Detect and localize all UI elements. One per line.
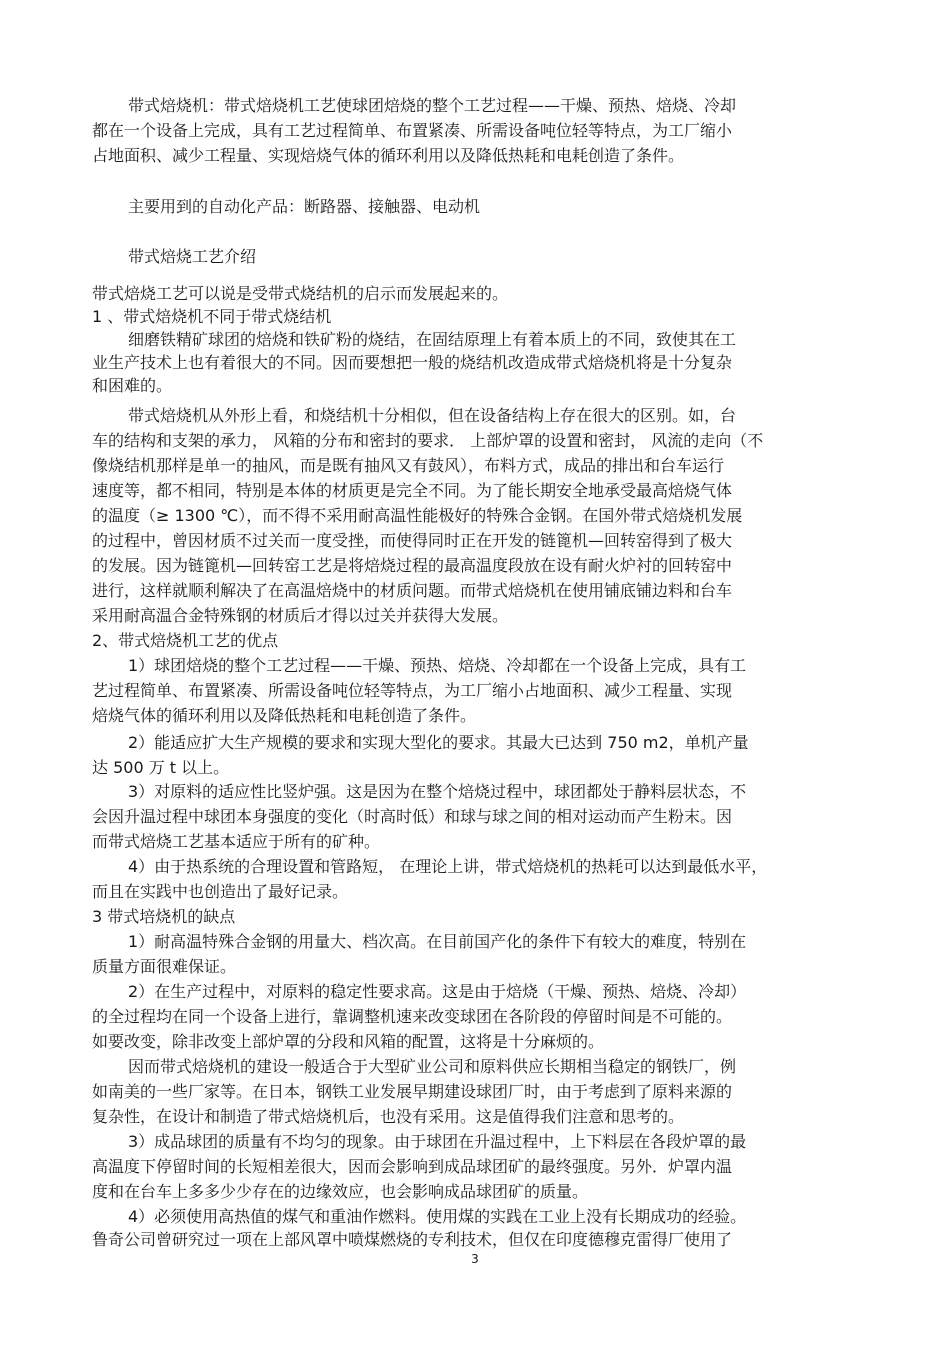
s1-para2-line-2: 车的结构和支架的承力， 风箱的分布和密封的要求． 上部炉罩的设置和密封， 风流的走向（不: [92, 431, 764, 450]
s1-para1-line-3: 和困难的。: [92, 376, 173, 395]
s2-item2-line-2: 达 500 万 t 以上。: [92, 758, 230, 777]
s3-item4-line-2: 鲁奇公司曾研究过一项在上部风罩中喷煤燃烧的专利技术，但仅在印度德穆克雷得厂使用了: [92, 1230, 733, 1249]
s3-item1-line-1: 1）耐高温特殊合金钢的用量大、档次高。在目前国产化的条件下有较大的难度，特别在: [128, 932, 747, 951]
s1-para2-line-1: 带式焙烧机从外形上看，和烧结机十分相似，但在设备结构上存在很大的区别。如，台: [128, 406, 737, 425]
s2-item3-line-2: 会因升温过程中球团本身强度的变化（时高时低）和球与球之间的相对运动而产生粉末。因: [92, 807, 733, 826]
s1-para1-line-2: 业生产技术上也有着很大的不同。因而要想把一般的烧结机改造成带式焙烧机将是十分复杂: [92, 353, 733, 372]
s2-item3-line-3: 而带式焙烧工艺基本适应于所有的矿种。: [92, 832, 381, 851]
s1-para2-line-8: 进行，这样就顺利解决了在高温焙烧中的材质问题。而带式焙烧机在使用铺底铺边料和台车: [92, 581, 733, 600]
s2-item4-line-1: 4）由于热系统的合理设置和管路短， 在理论上讲，带式焙烧机的热耗可以达到最低水平，: [128, 857, 768, 876]
s2-item1-line-1: 1）球团焙烧的整个工艺过程——干燥、预热、焙烧、冷却都在一个设备上完成，具有工: [128, 656, 747, 675]
s1-para2-line-7: 的发展。因为链篦机—回转窑工艺是将焙烧过程的最高温度段放在设有耐火炉衬的回转窑中: [92, 556, 733, 575]
s1-para1-line-1: 细磨铁精矿球团的焙烧和铁矿粉的烧结，在固结原理上有着本质上的不同，致使其在工: [128, 330, 737, 349]
process-title: 带式焙烧工艺介绍: [128, 247, 257, 266]
page-number: 3: [471, 1252, 479, 1266]
s2-item1-line-3: 焙烧气体的循环利用以及降低热耗和电耗创造了条件。: [92, 706, 477, 725]
s1-para2-line-4: 速度等，都不相同，特别是本体的材质更是完全不同。为了能长期安全地承受最高焙烧气体: [92, 481, 733, 500]
intro-line-3: 占地面积、减少工程量、实现焙烧气体的循环利用以及降低热耗和电耗创造了条件。: [92, 146, 685, 165]
s2-item2-line-1: 2）能适应扩大生产规模的要求和实现大型化的要求。其最大已达到 750 m2，单机产量: [128, 733, 749, 752]
intro-line-2: 都在一个设备上完成，具有工艺过程简单、布置紧凑、所需设备吨位轻等特点，为工厂缩小: [92, 121, 733, 140]
section-2-heading: 2、带式焙烧机工艺的优点: [92, 631, 279, 650]
s1-para2-line-9: 采用耐高温合金特殊钢的材质后才得以过关并获得大发展。: [92, 606, 509, 625]
s3-item4-line-1: 4）必须使用高热值的煤气和重油作燃料。使用煤的实践在工业上没有长期成功的经验。: [128, 1207, 747, 1226]
s2-item3-line-1: 3）对原料的适应性比竖炉强。这是因为在整个焙烧过程中，球团都处于静料层状态，不: [128, 782, 747, 801]
s3-item2-line-1: 2）在生产过程中，对原料的稳定性要求高。这是由于焙烧（干燥、预热、焙烧、冷却）: [128, 982, 747, 1001]
s3-item3-line-1: 3）成品球团的质量有不均匀的现象。由于球团在升温过程中，上下料层在各段炉罩的最: [128, 1132, 747, 1151]
products-line: 主要用到的自动化产品：断路器、接触器、电动机: [128, 197, 481, 216]
s3-para-line-3: 复杂性，在设计和制造了带式焙烧机后，也没有采用。这是值得我们注意和思考的。: [92, 1107, 685, 1126]
s3-para-line-2: 如南美的一些厂家等。在日本，钢铁工业发展早期建设球团厂时，由于考虑到了原料来源的: [92, 1082, 733, 1101]
s3-para-line-1: 因而带式焙烧机的建设一般适合于大型矿业公司和原料供应长期相当稳定的钢铁厂，例: [128, 1057, 737, 1076]
s2-item4-line-2: 而且在实践中也创造出了最好记录。: [92, 882, 349, 901]
s1-para2-line-5: 的温度（≥ 1300 ℃），而不得不采用耐高温性能极好的特殊合金钢。在国外带式焙烧机发展: [92, 506, 743, 525]
s1-para2-line-6: 的过程中，曾因材质不过关而一度受挫，而使得同时正在开发的链篦机—回转窑得到了极大: [92, 531, 733, 550]
intro-line-1: 带式焙烧机：带式焙烧机工艺使球团焙烧的整个工艺过程——干燥、预热、焙烧、冷却: [128, 96, 737, 115]
s3-item2-line-2: 的全过程均在同一个设备上进行，靠调整机速来改变球团在各阶段的停留时间是不可能的。: [92, 1007, 733, 1026]
s3-item3-line-3: 度和在台车上多多少少存在的边缘效应，也会影响成品球团矿的质量。: [92, 1182, 589, 1201]
s3-item2-line-3: 如要改变，除非改变上部炉罩的分段和风箱的配置，这将是十分麻烦的。: [92, 1032, 605, 1051]
s2-item1-line-2: 艺过程简单、布置紧凑、所需设备吨位轻等特点，为工厂缩小占地面积、减少工程量、实现: [92, 681, 733, 700]
s3-item1-line-2: 质量方面很难保证。: [92, 957, 237, 976]
section-3-heading: 3 带式培烧机的缺点: [92, 907, 236, 926]
section-1-heading: 1 、带式焙烧机不同于带式烧结机: [92, 307, 332, 326]
s3-item3-line-2: 高温度下停留时间的长短相差很大，因而会影响到成品球团矿的最终强度。另外．炉罩内温: [92, 1157, 733, 1176]
opening-line: 带式焙烧工艺可以说是受带式烧结机的启示而发展起来的。: [92, 284, 509, 303]
s1-para2-line-3: 像烧结机那样是单一的抽风，而是既有抽风又有鼓风），布料方式，成品的排出和台车运行: [92, 456, 725, 475]
